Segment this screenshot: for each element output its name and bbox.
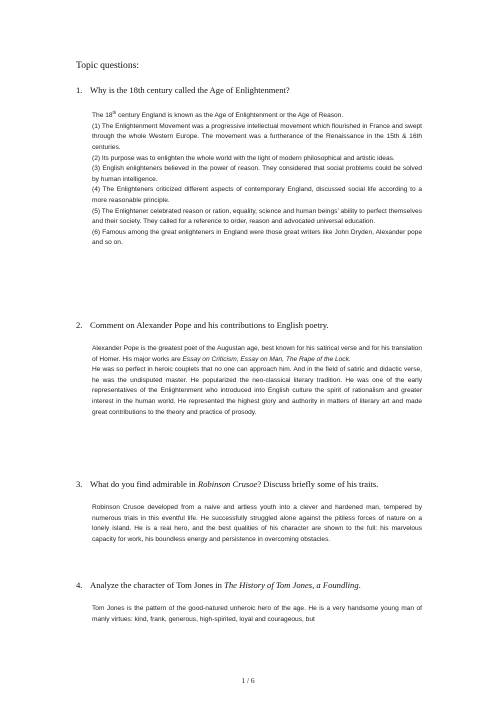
list-item: (1) The Enlightenment Movement was a progressive intellectual movement which flourished in France and swept through the whole Western Europe. The movement was a furtherance of the Renaissance in the 15th & 16th centuries. — [92, 122, 422, 151]
paragraph: Robinson Crusoe developed from a naive and artless youth into a clever and hardened man, tempered by numerous trials in this eventful life. He successfully struggled alone against the pitiless forces of nature on a lonely island. He is a real hero, and the best qualities of his character are shown to the full: his marvelous capacity for work, his boundless energy and persistence in overcoming obstacles. — [92, 504, 422, 543]
question-2-body — [92, 344, 422, 418]
list-item: (3) English enlighteners believed in the power of reason. They considered that social problems could be solved by human intelligence. — [92, 165, 422, 183]
paragraph: He was so perfect in heroic couplets that no one can approach him. And in the field of satiric and didactic verse, he was the undisputed master. He popularized the neo-classical literary tradition. He was one of the early representatives of the Enlightenment who introduced into English culture the spirit of rationalism and greater interest in the human world. He represented the highest glory and authority in matters of literary art and made great contributions to the theory and practice of prosody. — [92, 366, 422, 416]
question-number: 4. — [76, 580, 83, 590]
question-4-body — [92, 604, 422, 625]
list-item: (2) Its purpose was to enlighten the whole world with the light of modern philosophical and artistic ideas. — [92, 154, 395, 162]
paragraph: Alexander Pope is the greatest poet of the Augustan age, best known for his satirical verse and for his translation of Homer. His major works are Essay on Criticism, Essay on Man, The Rape of the Lock. — [92, 345, 422, 363]
page-number: 1 / 6 — [241, 676, 255, 685]
question-3-body — [92, 503, 422, 545]
question-3-title: 3. What do you find admirable in Robinson Crusoe? Discuss briefly some of his traits. — [76, 479, 379, 489]
question-2-title: 2. Comment on Alexander Pope and his contributions to English poetry. — [76, 320, 329, 330]
question-number: 3. — [76, 479, 83, 489]
question-number: 2. — [76, 320, 83, 330]
question-1-title: 1. Why is the 18th century called the Age of Enlightenment? — [76, 85, 290, 95]
page-heading: Topic questions: — [76, 60, 140, 71]
list-item: (5) The Enlightener celebrated reason or ration, equality, science and human beings’ ability to perfect themselves and their society. They called for a reference to order, reason and advocated universal education. — [92, 207, 422, 226]
paragraph: The 18th century England is known as the Age of Enlightenment or the Age of Reason. — [92, 110, 344, 120]
paragraph: Tom Jones is the pattern of the good-natured unheroic hero of the age. He is a very handsome young man of manly virtues: kind, frank, generous, high-spirited, loyal and courageous, but — [92, 605, 422, 623]
question-number: 1. — [76, 85, 83, 95]
question-1-body — [92, 108, 422, 249]
list-item: (6) Famous among the great enlighteners in England were those great writers like John Dryden, Alexander pope and so on. — [92, 228, 422, 247]
list-item: (4) The Enlighteners criticized different aspects of contemporary England, discussed social life according to a more reasonable principle. — [92, 186, 422, 204]
question-4-title: 4. Analyze the character of Tom Jones in The History of Tom Jones, a Foundling. — [76, 580, 361, 590]
